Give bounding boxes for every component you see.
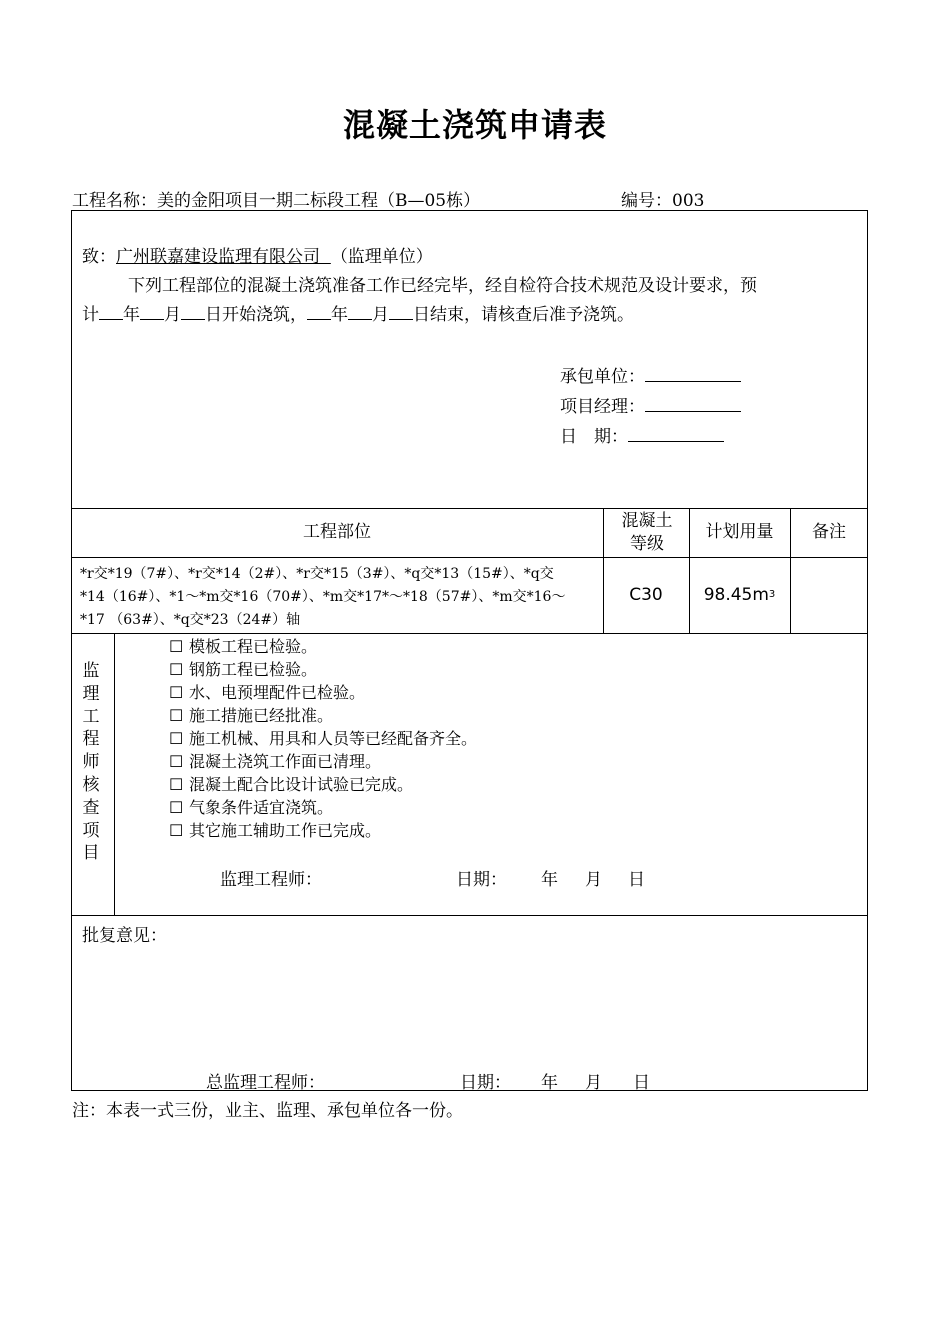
divider-inspection: [71, 915, 868, 916]
checkbox-icon[interactable]: ☐: [169, 752, 184, 771]
checklist-item-label: 施工措施已经批准。: [189, 706, 334, 725]
contractor-line: [560, 362, 741, 387]
row-grade: C30: [629, 584, 663, 605]
checklist-item-label: 气象条件适宜浇筑。: [189, 798, 334, 817]
approval-day: 日: [633, 1073, 650, 1093]
page-title: 混凝土浇筑申请表: [342, 106, 607, 144]
request-date-field: [628, 424, 724, 442]
checklist-item: [169, 634, 317, 657]
header-volume: 计划用量: [705, 522, 774, 542]
checklist-item: [169, 703, 333, 726]
chief-engineer-label: 总监理工程师：: [206, 1073, 325, 1093]
checkbox-icon[interactable]: ☐: [169, 706, 184, 725]
inspection-side-label: 监理工程师核查项目: [82, 661, 100, 864]
approval-date-label: 日期：: [460, 1073, 511, 1093]
header-grade: 混凝土等级: [621, 510, 673, 554]
contractor-field: [645, 364, 741, 382]
serial-number: 编号：003: [621, 191, 705, 211]
recipient-suffix: （监理单位）: [330, 247, 433, 267]
approval-month: 月: [585, 1073, 602, 1093]
manager-field: [645, 394, 741, 412]
checklist-item-label: 施工机械、用具和人员等已经配备齐全。: [189, 729, 478, 748]
checkbox-icon[interactable]: ☐: [169, 660, 184, 679]
checkbox-icon[interactable]: ☐: [169, 637, 184, 656]
footnote: 注：本表一式三份，业主、监理、承包单位各一份。: [72, 1101, 463, 1121]
checkbox-icon[interactable]: ☐: [169, 683, 184, 702]
engineer-month: 月: [585, 870, 602, 890]
checklist-item-label: 混凝土配合比设计试验已完成。: [189, 775, 414, 794]
checkbox-icon[interactable]: ☐: [169, 729, 184, 748]
contractor-label: 承包单位：: [560, 367, 645, 387]
engineer-year: 年: [541, 870, 558, 890]
manager-line: [560, 392, 741, 417]
recipient-label: 致：: [82, 247, 116, 267]
engineer-label: 监理工程师：: [220, 870, 322, 890]
request-date-line: [560, 422, 724, 447]
engineer-date-label: 日期：: [456, 870, 507, 890]
row-volume: 98.45m 3: [703, 584, 776, 605]
checklist-item-label: 模板工程已检验。: [189, 637, 318, 656]
checkbox-icon[interactable]: ☐: [169, 798, 184, 817]
checklist-item-label: 混凝土浇筑工作面已清理。: [189, 752, 382, 771]
header-location: 工程部位: [303, 522, 371, 542]
checklist-item: [169, 726, 477, 749]
row-remark: [790, 557, 868, 633]
header-remark: 备注: [812, 522, 846, 542]
approval-label: 批复意见：: [82, 926, 167, 946]
divider-inspection-side: [114, 633, 115, 915]
recipient-line: [82, 242, 433, 267]
recipient-company: 广州联嘉建设监理有限公司: [116, 247, 320, 267]
checklist-item: [169, 818, 381, 841]
project-name: 工程名称：美的金阳项目一期二标段工程（B—05栋）: [72, 191, 481, 211]
checklist-item-label: 钢筋工程已检验。: [189, 660, 318, 679]
checkbox-icon[interactable]: ☐: [169, 775, 184, 794]
checklist-item: [169, 795, 333, 818]
checkbox-icon[interactable]: ☐: [169, 821, 184, 840]
checklist-item: [169, 680, 365, 703]
engineer-day: 日: [628, 870, 645, 890]
row-location: *r交*19（7#）、*r交*14（2#）、*r交*15（3#）、*q交*13（15#）、*q交 *14（16#）、*1～*m交*16（70#）、*m交*17*～*18（57#）、*m交*16～ *17 （63#）、*q交*23（24#）轴: [80, 566, 566, 628]
checklist-item-label: 水、电预埋配件已检验。: [189, 683, 366, 702]
checklist-item: [169, 657, 317, 680]
request-date-label: 日 期：: [560, 427, 628, 447]
checklist-item: [169, 749, 381, 772]
manager-label: 项目经理：: [560, 397, 645, 417]
approval-year: 年: [541, 1073, 558, 1093]
checklist-item-label: 其它施工辅助工作已完成。: [189, 821, 382, 840]
checklist-item: [169, 772, 413, 795]
request-line-1: 下列工程部位的混凝土浇筑准备工作已经完毕，经自检符合技术规范及设计要求，预: [128, 276, 757, 296]
request-line-2: 计 年 月 日开始浇筑， 年 月 日结束，请核查后准予浇筑。: [82, 300, 634, 325]
